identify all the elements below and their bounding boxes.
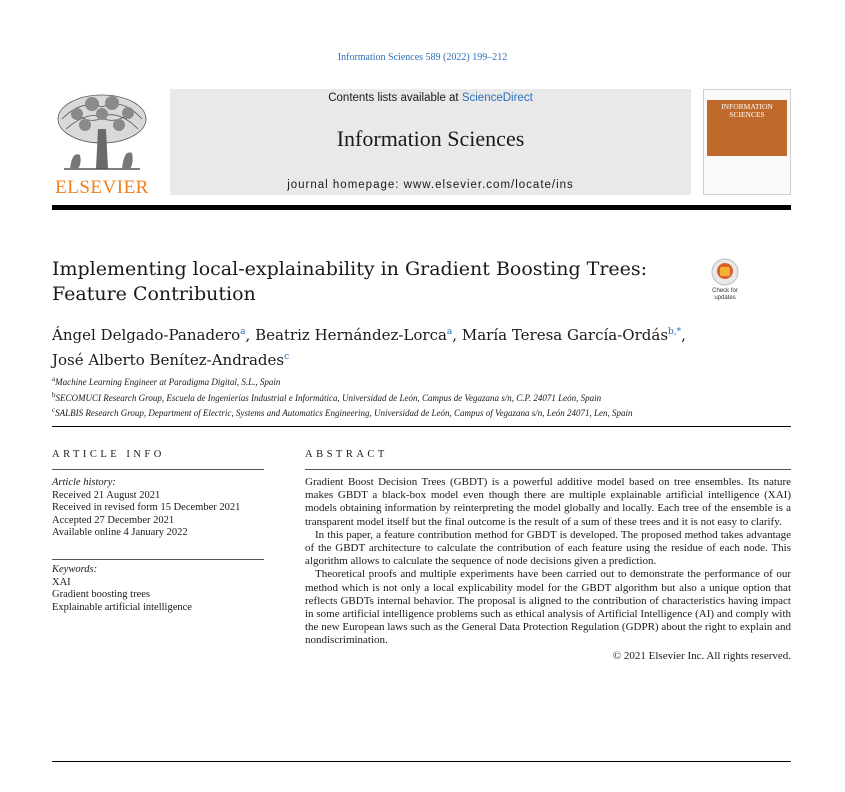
copyright-notice: © 2021 Elsevier Inc. All rights reserved. — [612, 649, 791, 662]
author-list — [52, 321, 792, 371]
affiliation-item — [52, 373, 792, 389]
author-separator: , — [452, 326, 462, 344]
affiliation-key: c — [52, 406, 56, 414]
sciencedirect-link[interactable]: ScienceDirect — [461, 92, 533, 104]
author-affiliation-marker[interactable]: a — [446, 327, 453, 337]
affiliation-item — [52, 389, 792, 405]
article-info-column — [52, 477, 264, 540]
history-item: Received 21 August 2021 — [52, 489, 161, 501]
abstract-body — [305, 476, 791, 663]
header-rule — [52, 205, 791, 210]
affiliation-key: b — [52, 390, 56, 399]
history-item: Received in revised form 15 December 2021 — [52, 502, 241, 513]
check-updates-label: Check for updates — [712, 288, 738, 301]
affiliation-item — [52, 404, 792, 420]
article-history-label: Article history: — [52, 477, 116, 488]
journal-title: Information Sciences — [336, 126, 525, 151]
author-affiliation-marker[interactable]: b,* — [668, 327, 682, 337]
article-title: Implementing local-explainability in Gradient Boosting Trees: Feature Contribution — [52, 258, 648, 305]
history-item: Available online 4 January 2022 — [52, 527, 188, 538]
author-separator: , — [245, 326, 256, 344]
keywords-rule — [52, 559, 264, 560]
author-affiliation-marker[interactable]: a — [240, 327, 246, 337]
contents-prefix: Contents lists available at — [328, 92, 462, 104]
abstract-paragraph: Theoretical proofs and multiple experiments have been carried out to demonstrate the performance of our method which is not only a local explicability model for the GBDT algorithm but also a unique option that reflects GBDTs internal behavior. The proposal is aligned to the contribution of characteristics having impact in some artificial intelligence problems such as ethical analysis of Artificial Intelligence (AI) and comply with the new European laws such as the General Data Protection Regulation (GDPR) about the right to explain and nondiscrimination. — [305, 568, 791, 647]
keyword-item: Explainable artificial intelligence — [52, 601, 192, 613]
author-name[interactable]: Beatriz Hernández-Lorca — [255, 326, 447, 344]
article-info-heading: ARTICLE INFO — [52, 449, 165, 460]
check-updates-icon — [703, 258, 747, 288]
abstract-heading: ABSTRACT — [305, 449, 388, 460]
journal-citation-link[interactable]: Information Sciences 589 (2022) 199–212 — [337, 52, 508, 63]
check-for-updates-button[interactable] — [703, 258, 747, 308]
abstract-paragraph: Gradient Boost Decision Trees (GBDT) is a powerful additive model based on tree ensembles. Its nature makes GBDT a black-box model even though there are multiple explainable artificial intelligence (XAI) models obtaining information by reinterpreting the model globally and locally. Each tree of the ensemble is a transparent model itself but the final outcome is the result of a sum of these trees and it is not easy to clarify. — [305, 476, 791, 528]
cover-title: INFORMATION SCIENCES — [721, 102, 773, 119]
abstract-rule — [305, 469, 791, 470]
author-name[interactable]: Ángel Delgado-Panadero — [52, 326, 241, 344]
author-name[interactable]: María Teresa García-Ordás — [461, 326, 669, 344]
keywords-label: Keywords: — [52, 564, 98, 575]
keyword-item: XAI — [52, 576, 71, 588]
history-item: Accepted 27 December 2021 — [52, 514, 175, 526]
affiliation-list — [52, 373, 792, 420]
elsevier-wordmark: ELSEVIER — [55, 177, 149, 198]
author-name[interactable]: José Alberto Benítez-Andrades — [52, 351, 285, 369]
article-history-list — [52, 490, 264, 540]
contents-available-line — [170, 92, 691, 104]
affiliation-text: SECOMUCI Research Group, Escuela de Ingenierías Industrial e Informática, Universidad de León, Campus de Vegazana s/n, C.P. 24071 León, Spain — [55, 392, 602, 403]
author-affiliation-marker[interactable]: c — [284, 352, 290, 362]
affiliation-key: a — [52, 375, 56, 383]
affiliation-text: SALBIS Research Group, Department of Electric, Systems and Automatics Engineering, Universidad de León, Campus of Vegazana s/n, León 24071, Len, Spain — [55, 408, 633, 418]
author-separator: , — [681, 326, 686, 344]
journal-homepage-line[interactable]: journal homepage: www.elsevier.com/locate/ins — [287, 179, 574, 191]
affiliation-text: Machine Learning Engineer at Paradigma Digital, S.L., Spain — [55, 377, 281, 387]
keywords-block — [52, 564, 264, 614]
abstract-paragraph: In this paper, a feature contribution method for GBDT is developed. The proposed method takes advantage of the GBDT architecture to calculate the contribution of each feature using the residue of each node. This algorithm allows to calculate the sequence of node decisions given a prediction. — [305, 528, 791, 568]
keywords-list — [52, 577, 264, 615]
bottom-rule — [52, 761, 791, 762]
keyword-item: Gradient boosting trees — [52, 589, 150, 600]
article-info-rule — [52, 469, 264, 470]
journal-cover-thumbnail[interactable] — [703, 89, 791, 195]
section-divider — [52, 426, 791, 427]
